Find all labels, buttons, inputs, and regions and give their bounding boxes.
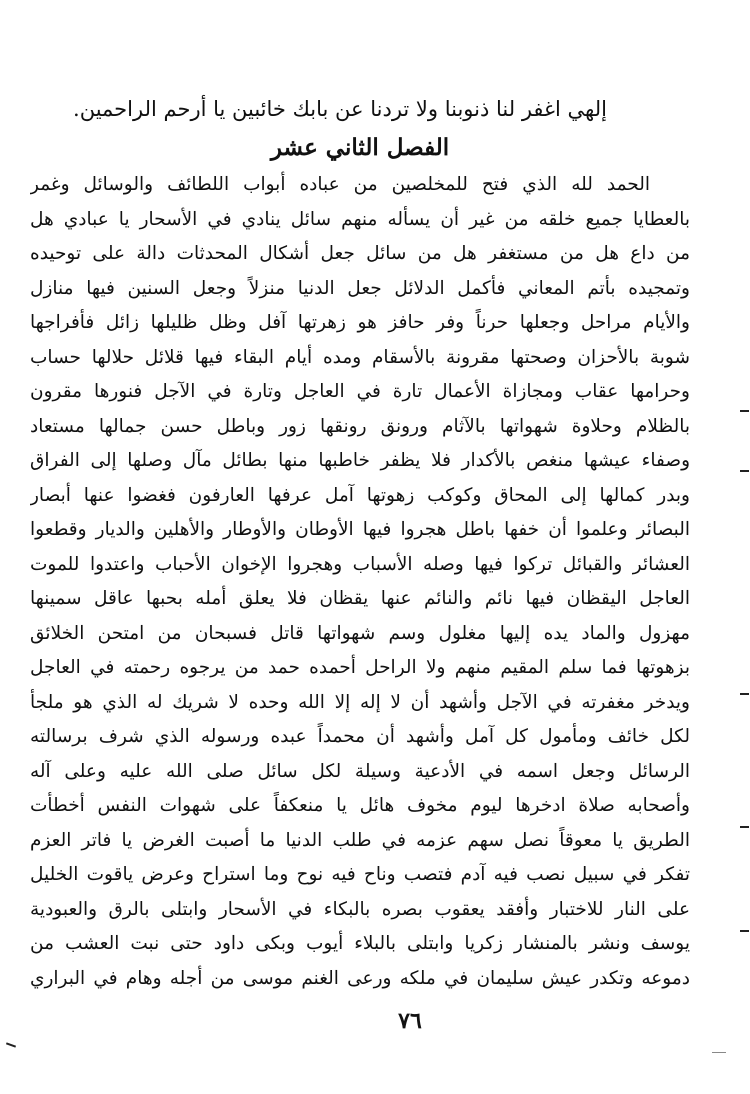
margin-mark bbox=[740, 930, 749, 932]
margin-mark bbox=[740, 693, 749, 695]
text-line: الطريق يا معوقاً نصل سهم عزمه في طلب الدنيا ما أصبت الغرض يا فاتر العزم bbox=[30, 829, 690, 851]
text-line: الرسائل وجعل اسمه في الأدعية وسيلة لكل سائل صلى الله عليه وعلى آله bbox=[30, 760, 690, 782]
text-line: وأصحابه صلاة ادخرها ليوم مخوف هائل يا منعكفاً على شهوات النفس أخطأت bbox=[30, 795, 690, 816]
body-text bbox=[30, 168, 690, 996]
margin-mark bbox=[740, 470, 749, 472]
text-line: مهزول والماد يده إليها مغلول وسم شهواتها قاتل فسبحان من امتحن الخلائق bbox=[30, 622, 690, 644]
chapter-title: الفصل الثاني عشر bbox=[270, 134, 450, 161]
page-number: ٧٦ bbox=[398, 1008, 422, 1034]
text-line: يوسف ونشر بالمنشار زكريا وابتلى بالبلاء أيوب وبكى داود حتى نبت العشب من bbox=[30, 933, 690, 954]
text-line: تفكر في سبيل نصب فيه آدم فتصب وناح فيه نوح وما استراح وعرض ياقوت الخليل bbox=[30, 864, 690, 885]
margin-mark bbox=[6, 1042, 16, 1047]
text-line: وتمجيده بأتم المعاني فأكمل الدلائل جعل الدنيا منزلاً وجعل السنين فيها منازل bbox=[30, 277, 690, 299]
text-line: وحرامها عقاب ومجازاة الأعمال تارة في العاجل وتارة في الآجل فنورها مقرون bbox=[30, 381, 690, 402]
text-line: لكل خائف ومأمول كل آمل وأشهد أن محمداً عبده ورسوله الذي شرف برسالته bbox=[30, 726, 690, 747]
text-line: بزهوتها فما سلم المقيم منهم ولا الراحل أحمده حمد من يرجوه رحمته في العاجل bbox=[30, 657, 690, 678]
text-line: دموعه وتكدر عيش سليمان في ملكه ورعى الغنم موسى من أجله وهام في البراري bbox=[30, 967, 690, 989]
margin-mark bbox=[740, 410, 749, 412]
text-line: بالظلام وحلاوة شهواتها بالآثام ورونق رونقها زور وباطل حسن جمالها مستعاد bbox=[30, 415, 690, 437]
margin-mark bbox=[740, 826, 749, 828]
text-line: والأيام مراحل وجعلها حرناً وفر حافز هو زهرتها آفل وظل ظليلها زائل فأفراجها bbox=[30, 312, 690, 333]
text-line: الحمد لله الذي فتح للمخلصين من عباده أبواب اللطائف والوسائل وغمر bbox=[30, 174, 650, 195]
text-line: ويدخر مغفرته في الآجل وأشهد أن لا إله إلا الله وحده لا شريك له الذي هو ملجأ bbox=[30, 691, 690, 713]
margin-mark bbox=[712, 1052, 726, 1053]
text-line: شوبة بالأحزان وصحتها مقرونة بالأسقام ومده أيام البقاء فيها قلائل حلالها حساب bbox=[30, 346, 690, 368]
text-line: العاجل اليقظان فيها نائم والنائم عنها يقظان فلا يعلق أمله بحبها عاقل سمينها bbox=[30, 588, 690, 609]
text-line: بالعطايا جميع خلقه من غير أن يسأله منهم سائل ينادي في الأسحار يا عبادي هل bbox=[30, 208, 690, 230]
text-line: وصفاء عيشها منغص بالأكدار فلا يظفر خاطبها منها بطائل مآل وصلها إلى الفراق bbox=[30, 450, 690, 471]
text-line: من داع هل من مستغفر هل من سائل جعل أشكال المحدثات دالة على توحيده bbox=[30, 243, 690, 264]
text-line: البصائر وعلموا أن خفها باطل هجروا فيها الأوطان والأوطار والأهلين والديار وقطعوا bbox=[30, 519, 690, 540]
text-line: العشائر والقبائل تركوا فيها وصله الأسباب وهجروا الإخوان الأحباب واعتدوا للموت bbox=[30, 553, 690, 575]
closing-prayer: إلهي اغفر لنا ذنوبنا ولا تردنا عن بابك خائبين يا أرحم الراحمين. bbox=[73, 97, 607, 121]
text-line: وبدر كمالها إلى المحاق وكوكب زهوتها آمل عرفها العارفون فغضوا عنها أبصار bbox=[30, 484, 690, 506]
page-content bbox=[30, 92, 690, 996]
text-line: على النار للاختبار وأفقد يعقوب بصره بالبكاء في الأسحار وابتلى بالرق والعبودية bbox=[30, 898, 690, 920]
